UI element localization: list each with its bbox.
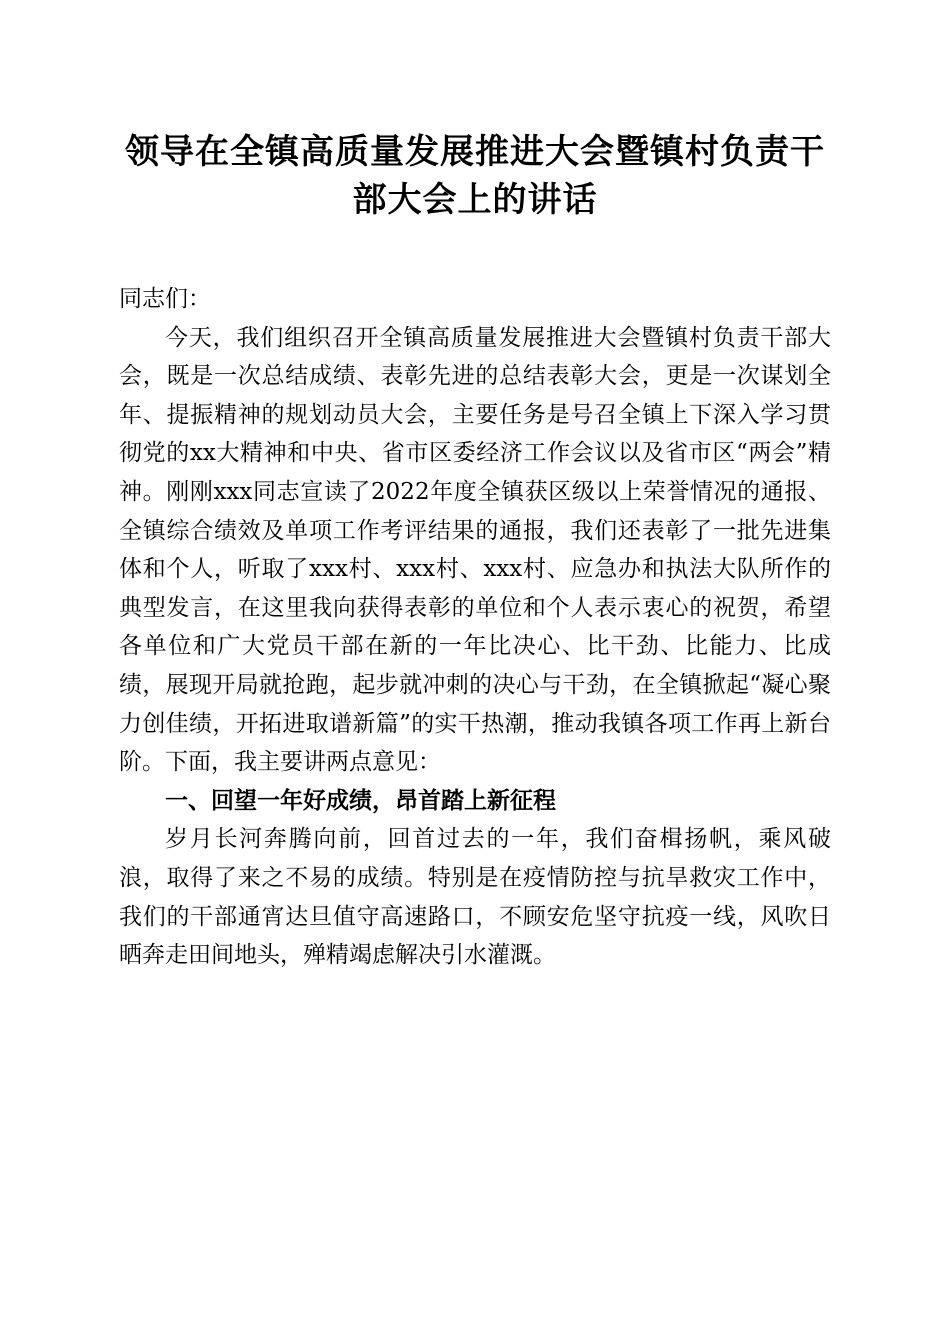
section-heading-1: 一、回望一年好成绩，昂首踏上新征程 [165,787,556,814]
document-title: 领导在全镇高质量发展推进大会暨镇村负责干部大会上的讲话 [125,132,825,220]
document-page [119,128,831,975]
paragraph-opening: 今天，我们组织召开全镇高质量发展推进大会暨镇村负责干部大会，既是一次总结成绩、表彰先进的总结表彰大会，更是一次谋划全年、提振精神的规划动员大会，主要任务是号召全镇上下深入学习贯彻党的xx大精神和中央、省市区委经济工作会议以及省市区“两会”精神。刚刚xxx同志宣读了2022年度全镇获区级以上荣誉情况的通报、全镇综合绩效及单项工作考评结果的通报，我们还表彰了一批先进集体和个人，听取了xxx村、xxx村、xxx村、应急办和执法大队所作的典型发言，在这里我向获得表彰的单位和个人表示衷心的祝贺，希望各单位和广大党员干部在新的一年比决心、比干劲、比能力、比成绩，展现开局就抢跑，起步就冲刺的决心与干劲，在全镇掀起“凝心聚力创佳绩，开拓进取谱新篇”的实干热潮，推动我镇各项工作再上新台阶。下面，我主要讲两点意见： [119,324,831,776]
document-body [119,280,831,975]
salutation: 同志们： [119,286,211,312]
paragraph-section-1: 岁月长河奔腾向前，回首过去的一年，我们奋楫扬帆，乘风破浪，取得了来之不易的成绩。特别是在疫情防控与抗旱救灾工作中，我们的干部通宵达旦值守高速路口，不顾安危坚守抗疫一线，风吹日晒奔走田间地头，殚精竭虑解决引水灌溉。 [119,826,831,969]
